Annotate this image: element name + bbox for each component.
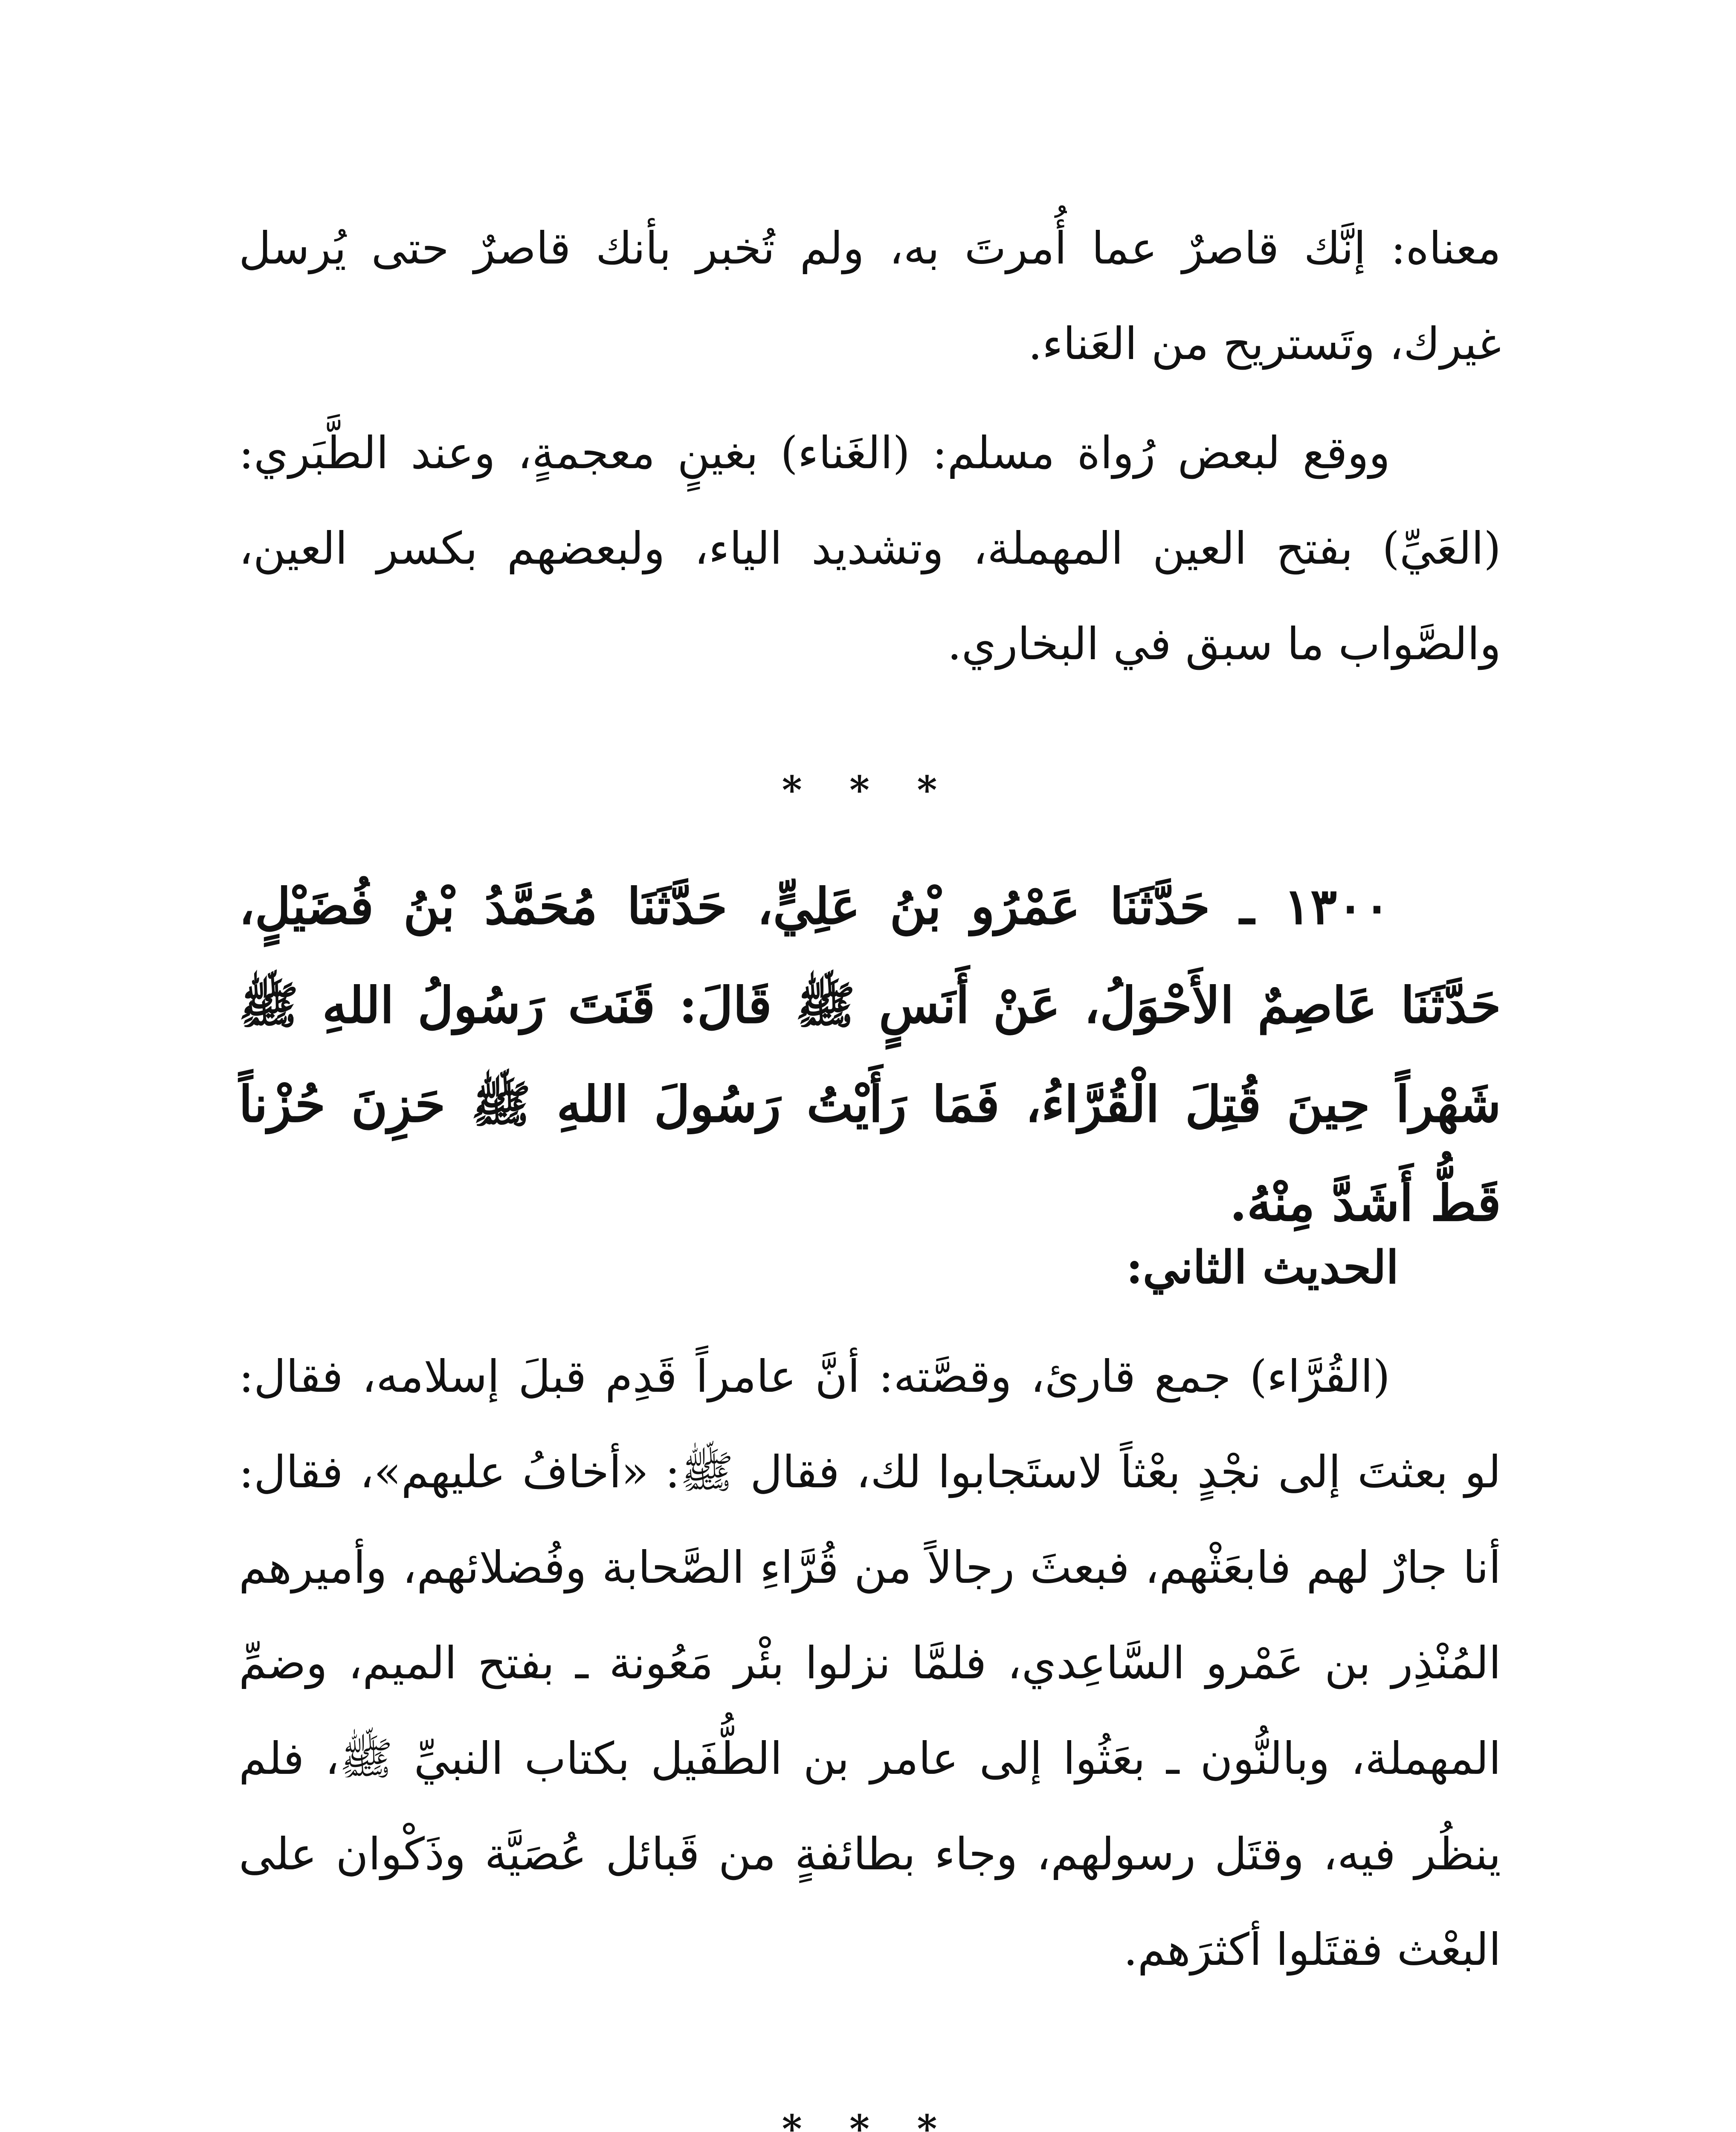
commentary-paragraph: ووقع لبعض رُواة مسلم: (الغَناء) بغينٍ معجمةٍ، وعند الطَّبَري: (العَيِّ) بفتح العين المهملة، وتشديد الياء، ولبعضهم بكسر العين، والصَّواب ما سبق في البخاري.: [239, 427, 1501, 670]
commentary-section-1: [239, 200, 1501, 692]
section-separator: * * *: [782, 768, 954, 813]
section-separator: * * *: [782, 2106, 954, 2132]
commentary-paragraph: (القُرَّاء) جمع قارئ، وقصَّته: أنَّ عامراً قَدِم قبلَ إسلامه، فقال: لو بعثتَ إلى نجْدٍ بعْثاً لاستَجابوا لك، فقال ﷺ: «أخافُ عليهم»، فقال: أنا جارٌ لهم فابعَثْهم، فبعثَ رجالاً من قُرَّاءِ الصَّحابة وفُضلائهم، وأميرهم المُنْذِر بن عَمْرو السَّاعِدي، فلمَّا نزلوا بئْر مَعُونة ـ بفتح الميم، وضمِّ المهملة، وبالنُّون ـ بعَثُوا إلى عامر بن الطُّفَيل بكتاب النبيِّ ﷺ، فلم ينظُر فيه، وقتَل رسولهم، وجاء بطائفةٍ من قَبائل عُصَيَّة وذَكْوان على البعْث فقتَلوا أكثرَهم.: [239, 1350, 1501, 1976]
commentary-section-2: [239, 1220, 1501, 1997]
hadith-section: [239, 857, 1501, 1253]
commentary-paragraph: معناه: إنَّك قاصرٌ عما أُمرتَ به، ولم تُخبر بأنك قاصرٌ حتى يُرسل غيرك، وتَستريح من العَناء.: [239, 222, 1501, 370]
section-heading: الحديث الثاني:: [1126, 1240, 1399, 1294]
hadith-text: ١٣٠٠ ـ حَدَّثَنَا عَمْرُو بْنُ عَلِيٍّ، حَدَّثَنَا مُحَمَّدُ بْنُ فُضَيْلٍ، حَدَّثَنَا عَاصِمٌ الأَحْوَلُ، عَنْ أَنَسٍ ﷺ قَالَ: قَنَتَ رَسُولُ اللهِ ﷺ شَهْراً حِينَ قُتِلَ الْقُرَّاءُ، فَمَا رَأَيْتُ رَسُولَ اللهِ ﷺ حَزِنَ حُزْناً قَطُّ أَشَدَّ مِنْهُ.: [239, 878, 1501, 1232]
